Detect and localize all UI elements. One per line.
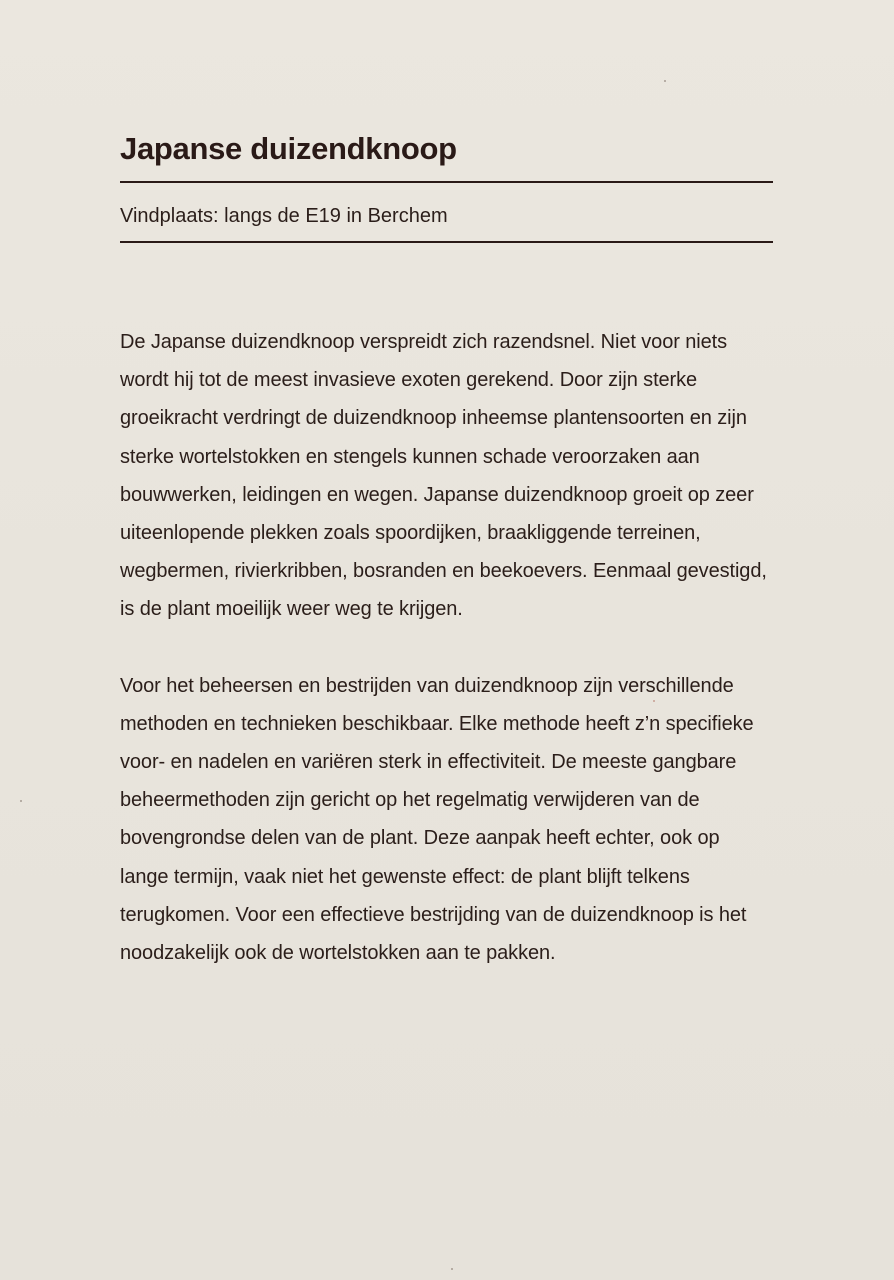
paper-speck	[20, 800, 22, 802]
paper-speck	[451, 1268, 453, 1270]
paper-speck	[664, 80, 666, 82]
subtitle-rule	[120, 241, 773, 243]
document-content	[120, 126, 773, 972]
title-rule	[120, 181, 773, 183]
body-paragraph: Voor het beheersen en bestrijden van duizendknoop zijn verschillende methoden en technieken beschikbaar. Elke methode heeft z’n specifieke voor- en nadelen en variëren sterk in effectiviteit. De meeste gangbare beheermethoden zijn gericht op het regelmatig verwijderen van de bovengrondse delen van de plant. Deze aanpak heeft echter, ook op lange termijn, vaak niet het gewenste effect: de plant blijft telkens terugkomen. Voor een effectieve bestrijding van de duizendknoop is het noodzakelijk ook de wortelstokken aan te pakken.	[120, 674, 754, 965]
body-paragraph: De Japanse duizendknoop verspreidt zich razendsnel. Niet voor niets wordt hij tot de meest invasieve exoten gerekend. Door zijn sterke groeikracht verdringt de duizendknoop inheemse plantensoorten en zijn sterke wortelstokken en stengels kunnen schade veroorzaken aan bouwwerken, leidingen en wegen. Japanse duizendknoop groeit op zeer uiteenlopende plekken zoals spoordijken, braakliggende terreinen, wegbermen, rivierkribben, bosranden en beekoevers. Eenmaal gevestigd, is de plant moeilijk weer weg te krijgen.	[120, 331, 767, 621]
document-title: Japanse duizendknoop	[120, 131, 457, 166]
document-subtitle: Vindplaats: langs de E19 in Berchem	[120, 205, 448, 227]
